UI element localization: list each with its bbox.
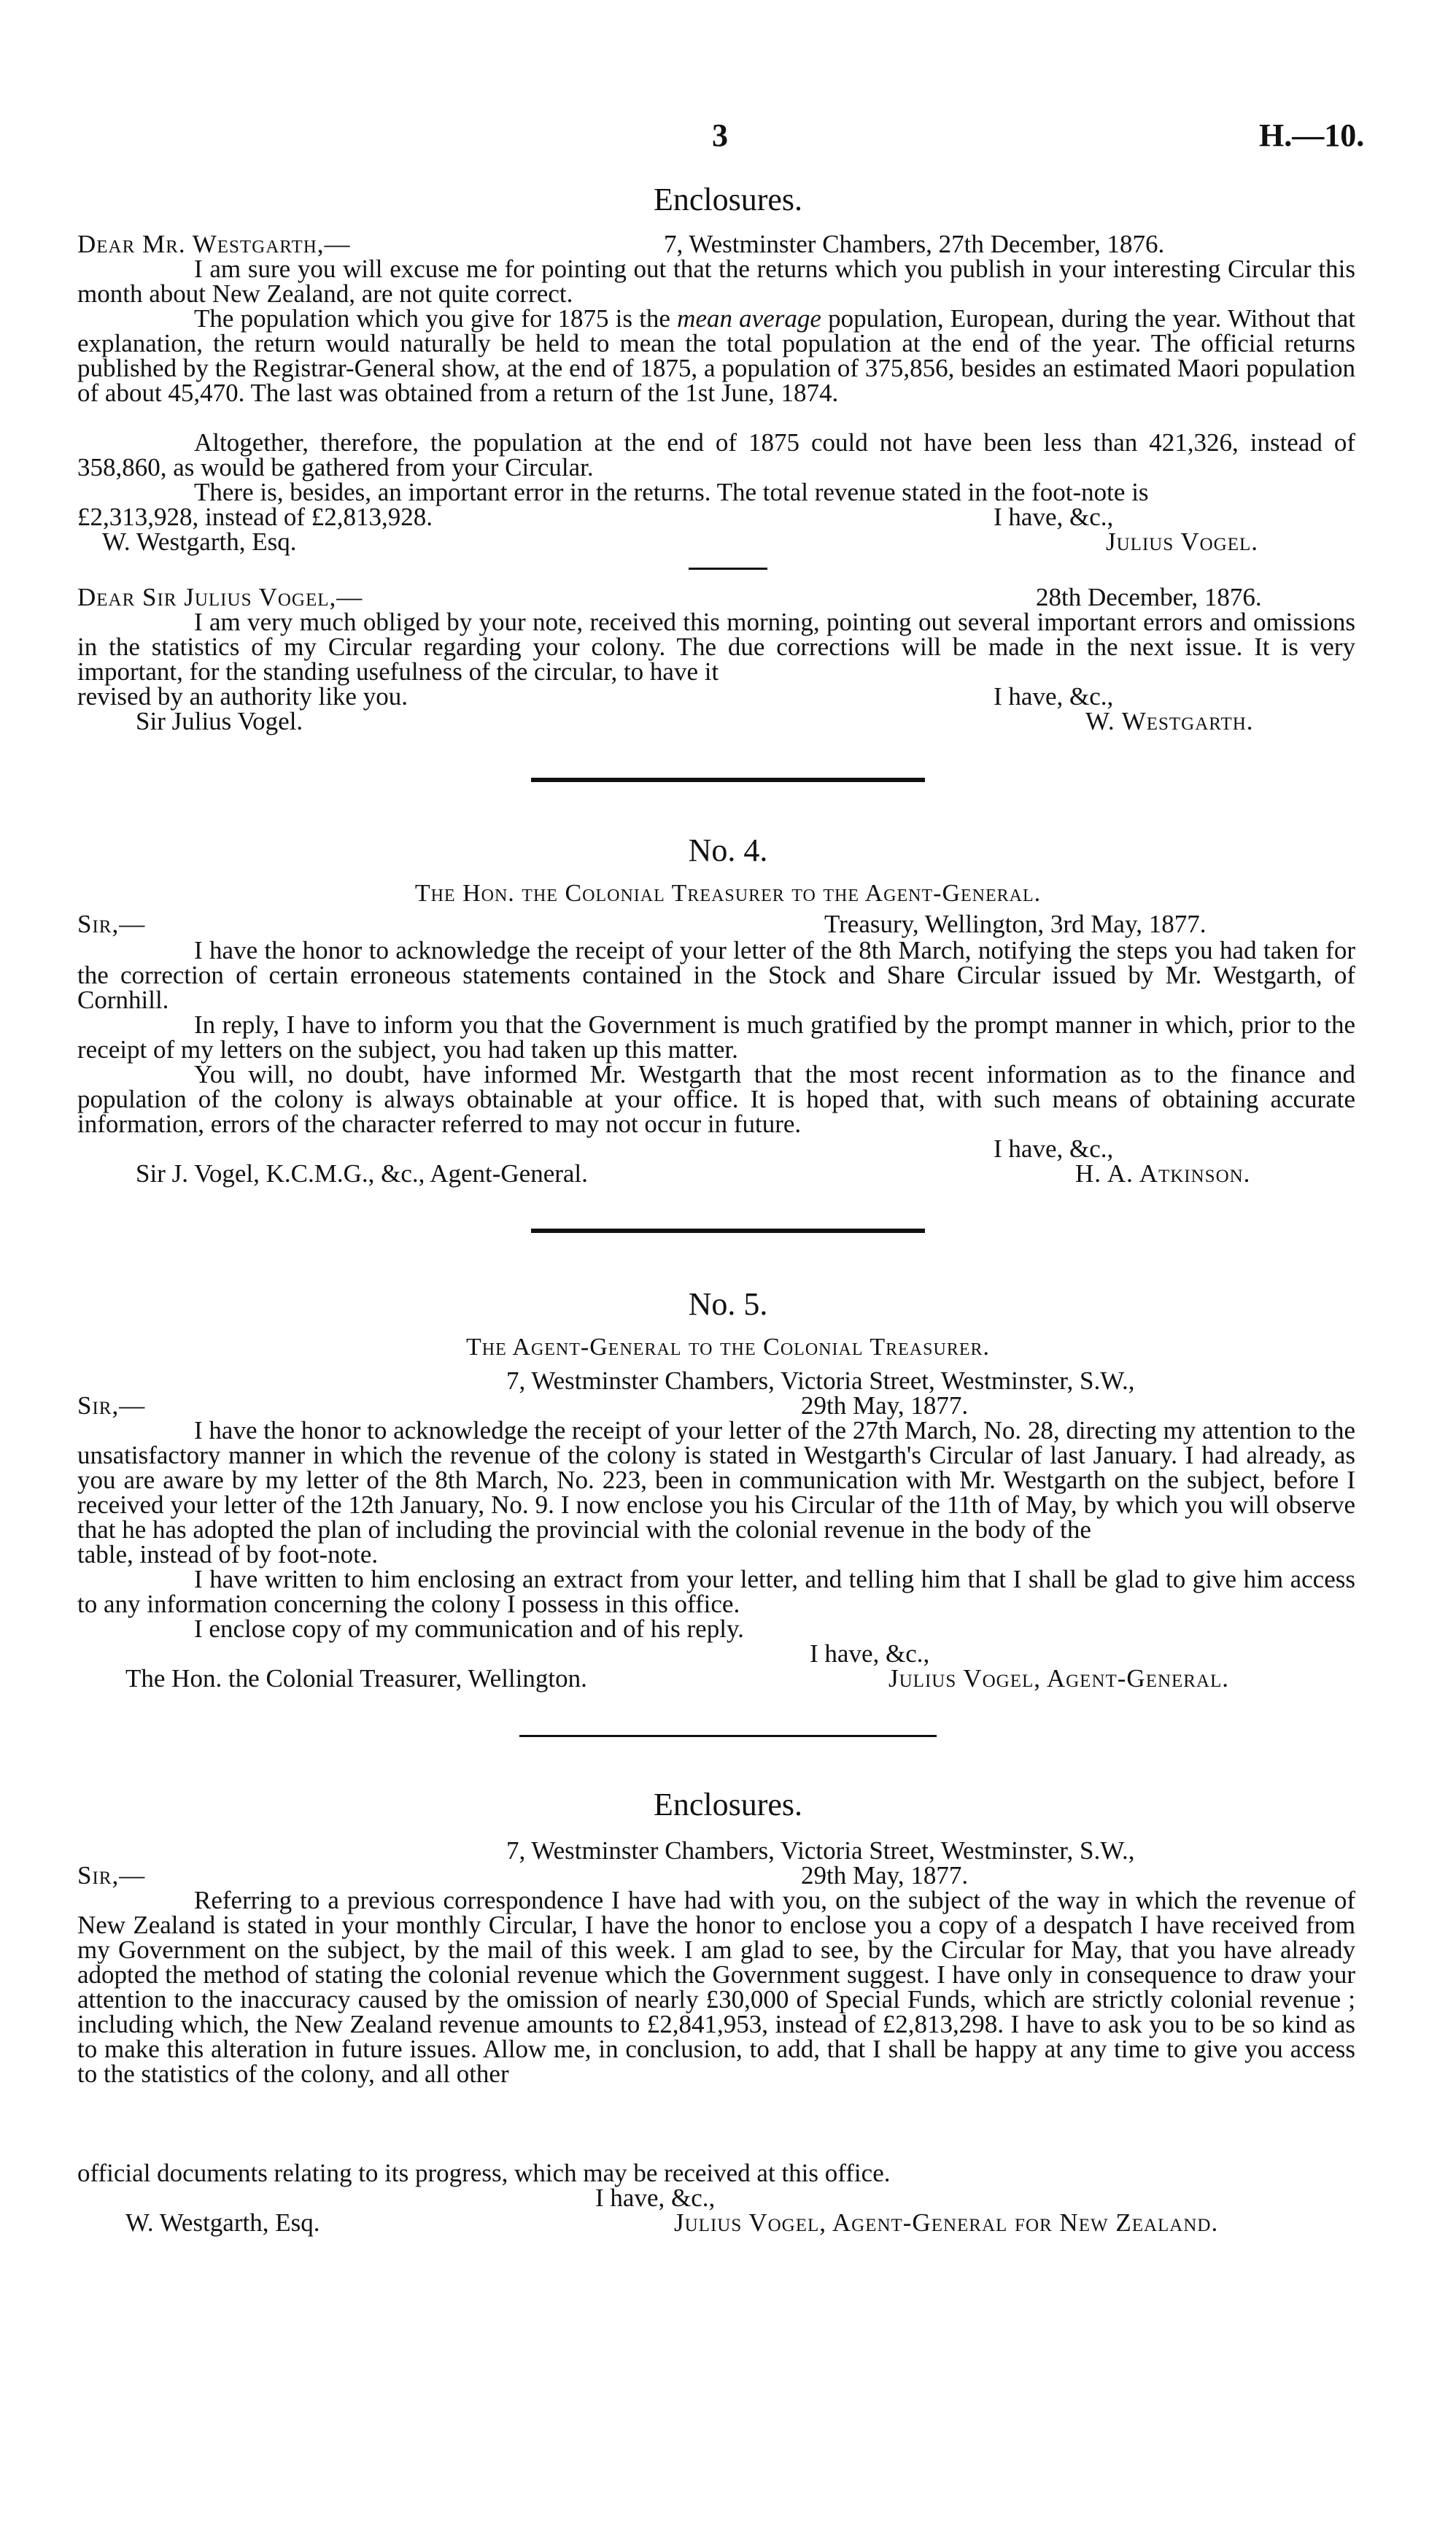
no5-paragraph-2: I have written to him enclosing an extract from your letter, and telling him that I shall be glad to give him access to any information concerning the colony I possess in this office. xyxy=(77,1565,1355,1618)
no4-closing: I have, &c., xyxy=(994,1134,1114,1163)
no5-subtitle: The Agent-General to the Colonial Treasurer. xyxy=(466,1334,990,1361)
no5-recipient: The Hon. the Colonial Treasurer, Wellington. xyxy=(125,1664,587,1693)
no4-subtitle: The Hon. the Colonial Treasurer to the Agent-General. xyxy=(414,880,1042,907)
page-number: 3 xyxy=(712,117,728,153)
no5-heading: No. 5. xyxy=(688,1286,768,1322)
letter2-date: 28th December, 1876. xyxy=(1036,583,1262,611)
letter2-closing: I have, &c., xyxy=(994,682,1114,711)
no5-salutation: Sir,— xyxy=(77,1391,146,1420)
enclosures-heading-2: Enclosures. xyxy=(653,1787,803,1822)
letter1-paragraph-3: Altogether, therefore, the population at the end of 1875 could not have been less than 421,326, instead of 358,860, as would be gathered from your Circular. xyxy=(77,428,1355,482)
no5-date: 29th May, 1877. xyxy=(801,1391,969,1420)
letter1-p2-start: The population which you give for 1875 is the xyxy=(194,304,670,333)
enclosures-heading-1: Enclosures. xyxy=(653,182,803,217)
letter1-paragraph-4-end: £2,313,928, instead of £2,813,928. xyxy=(77,503,433,531)
no4-address-date: Treasury, Wellington, 3rd May, 1877. xyxy=(824,910,1207,938)
no4-heading: No. 4. xyxy=(688,832,768,868)
separator-2 xyxy=(519,1735,937,1737)
no5-paragraph-1: I have the honor to acknowledge the receipt of your letter of the 27th March, No. 28, directing my attention to the unsatisfactory manner in which the revenue of the colony is stated in Westgarth's Circular of last January. I had already, as you are aware by my letter of the 8th March, No. 223, been in communication with Mr. Westgarth on the subject, before I received your letter of the 12th January, No. 9. I now enclose you his Circular of the 11th of May, by which you will observe that he has adopted the plan of including the provincial with the colonial revenue in the body of the xyxy=(77,1416,1356,1544)
letter1-recipient: W. Westgarth, Esq. xyxy=(102,527,297,556)
letter1-paragraph-2 xyxy=(77,306,1355,406)
letter1-paragraph-1: I am sure you will excuse me for pointing out that the returns which you publish in your interesting Circular this month about New Zealand, are not quite correct. xyxy=(77,255,1355,308)
enclosure2-signature: Julius Vogel, Agent-General for New Zealand. xyxy=(674,2208,1219,2237)
letter2-paragraph-1: I am very much obliged by your note, received this morning, pointing out several important errors and omissions in the statistics of my Circular regarding your colony. The due corrections will be made in the next issue. It is very important, for the standing usefulness of the circular, to have it xyxy=(77,608,1355,686)
no4-salutation: Sir,— xyxy=(77,910,146,938)
enclosure2-closing: I have, &c., xyxy=(595,2184,716,2212)
letter1-p2-end: population, European, during the year. Without that explanation, the return would naturally be held to mean the total population at the end of the year. The official returns published by the Registrar-General show, at the end of 1875, a population of 375,856, besides an estimated Maori population of about 45,470. The last was obtained from a return of the 1st June, 1874. xyxy=(77,304,1355,407)
enclosure2-address: 7, Westminster Chambers, Victoria Street, Westminster, S.W., xyxy=(506,1836,1135,1865)
letter2-salutation: Dear Sir Julius Vogel,— xyxy=(77,583,363,611)
no5-paragraph-1-end: table, instead of by foot-note. xyxy=(77,1540,379,1569)
no5-closing: I have, &c., xyxy=(810,1639,930,1668)
letter2-paragraph-1-end: revised by an authority like you. xyxy=(77,682,408,711)
letter1-signature: Julius Vogel. xyxy=(1106,527,1259,556)
heavy-rule-2 xyxy=(531,1229,925,1233)
no5-signature: Julius Vogel, Agent-General. xyxy=(888,1664,1230,1693)
no5-paragraph-3: I enclose copy of my communication and of his reply. xyxy=(194,1615,744,1643)
letter1-address-date: 7, Westminster Chambers, 27th December, 1876. xyxy=(664,230,1165,258)
enclosure2-date: 29th May, 1877. xyxy=(801,1861,969,1890)
letter2-signature: W. Westgarth. xyxy=(1085,707,1254,735)
no4-recipient: Sir J. Vogel, K.C.M.G., &c., Agent-General. xyxy=(136,1159,588,1188)
no4-paragraph-2: In reply, I have to inform you that the Government is much gratified by the prompt manner in which, prior to the receipt of my letters on the subject, you had taken up this matter. xyxy=(77,1010,1355,1064)
enclosure2-paragraph-1-end: official documents relating to its progress, which may be received at this office. xyxy=(77,2159,891,2187)
no4-paragraph-1: I have the honor to acknowledge the receipt of your letter of the 8th March, notifying the steps you had taken for the correction of certain erroneous statements contained in the Stock and Share Circular issued by Mr. Westgarth, of Cornhill. xyxy=(77,936,1355,1014)
document-reference: H.—10. xyxy=(1259,117,1365,153)
enclosure2-paragraph-1: Referring to a previous correspondence I have had with you, on the subject of the way in which the revenue of New Zealand is stated in your monthly Circular, I have the honor to enclose you a copy of a despatch I have received from my Government on the subject, by the mail of this week. I am glad to see, by the Circular for May, that you have already adopted the method of stating the colonial revenue which the Government suggest. I have only in consequence to draw your attention to the inaccuracy caused by the omission of nearly £30,000 of Special Funds, which are strictly colonial revenue ; including which, the New Zealand revenue amounts to £2,841,953, instead of £2,813,298. I have to ask you to be so kind as to make this alteration in future issues. Allow me, in conclusion, to add, that I shall be happy at any time to give you access to the statistics of the colony, and all other xyxy=(77,1886,1355,2088)
no4-paragraph-3: You will, no doubt, have informed Mr. Westgarth that the most recent information as to the finance and population of the colony is always obtainable at your office. It is hoped that, with such means of obtaining accurate information, errors of the character referred to may not occur in future. xyxy=(77,1060,1355,1138)
enclosure2-recipient: W. Westgarth, Esq. xyxy=(125,2208,320,2237)
enclosure2-salutation: Sir,— xyxy=(77,1861,146,1890)
heavy-rule-1 xyxy=(531,778,925,782)
letter1-closing: I have, &c., xyxy=(994,503,1114,531)
letter1-paragraph-4: There is, besides, an important error in the returns. The total revenue stated in the foot-note is xyxy=(194,478,1149,506)
letter1-p2-emphasis: mean average xyxy=(677,304,821,333)
no4-signature: H. A. Atkinson. xyxy=(1075,1159,1251,1188)
short-separator-1 xyxy=(689,568,767,570)
letter1-salutation: Dear Mr. Westgarth,— xyxy=(77,230,351,258)
no5-address: 7, Westminster Chambers, Victoria Street, Westminster, S.W., xyxy=(506,1366,1135,1395)
letter2-recipient: Sir Julius Vogel. xyxy=(136,707,303,735)
